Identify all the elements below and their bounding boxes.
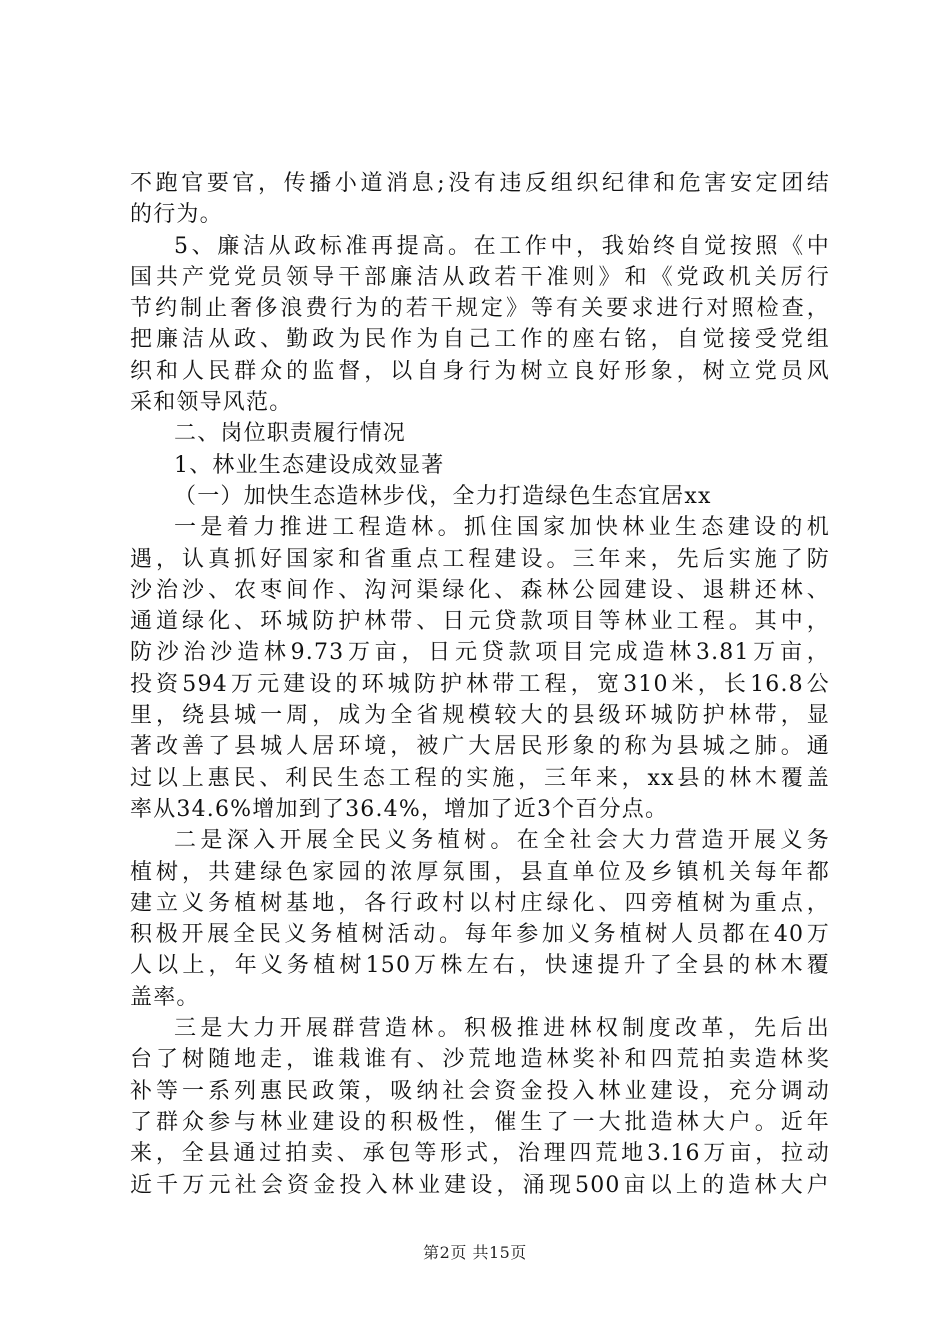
section-heading: 二、岗位职责履行情况	[174, 421, 407, 447]
text-line: 补等一系列惠民政策，吸纳社会资金投入林业建设，充分调动	[130, 1078, 830, 1104]
page-number-footer: 第2页 共15页	[423, 1243, 527, 1262]
text-line: 节约制止奢侈浪费行为的若干规定》等有关要求进行对照检查，	[130, 296, 830, 322]
text-line: 织和人民群众的监督，以自身行为树立良好形象，树立党员风	[130, 358, 830, 384]
text-line: 台了树随地走，谁栽谁有、沙荒地造林奖补和四荒拍卖造林奖	[130, 1047, 830, 1073]
text-line: 来，全县通过拍卖、承包等形式，治理四荒地3.16万亩，拉动	[130, 1141, 830, 1167]
text-line: 投资594万元建设的环城防护林带工程，宽310米，长16.8公	[130, 671, 830, 697]
text-line: 遇，认真抓好国家和省重点工程建设。三年来，先后实施了防	[130, 546, 830, 572]
text-line: 积极开展全民义务植树活动。每年参加义务植树人员都在40万	[130, 922, 830, 948]
text-line: 近千万元社会资金投入林业建设，涌现500亩以上的造林大户	[130, 1172, 830, 1198]
document-body	[130, 168, 830, 1201]
text-line: 里，绕县城一周，成为全省规模较大的县级环城防护林带，显	[130, 703, 830, 729]
subsection-heading: 1、林业生态建设成效显著	[174, 452, 445, 478]
text-line: 植树，共建绿色家园的浓厚氛围，县直单位及乡镇机关每年都	[130, 859, 830, 885]
text-line: 建立义务植树基地，各行政村以村庄绿化、四旁植树为重点，	[130, 890, 830, 916]
text-line: 过以上惠民、利民生态工程的实施，三年来，xx县的林木覆盖	[130, 765, 830, 791]
text-line: 的行为。	[130, 202, 223, 228]
subsection-heading: （一）加快生态造林步伐，全力打造绿色生态宜居xx	[174, 483, 712, 509]
text-line: 把廉洁从政、勤政为民作为自己工作的座右铭，自觉接受党组	[130, 327, 830, 353]
text-line: 5、廉洁从政标准再提高。在工作中，我始终自觉按照《中	[174, 233, 830, 259]
text-line: 国共产党党员领导干部廉洁从政若干准则》和《党政机关厉行	[130, 264, 830, 290]
text-line: 采和领导风范。	[130, 390, 293, 416]
text-line: 盖率。	[130, 984, 200, 1010]
text-line: 著改善了县城人居环境，被广大居民形象的称为县城之肺。通	[130, 734, 830, 760]
text-line: 防沙治沙造林9.73万亩，日元贷款项目完成造林3.81万亩，	[130, 640, 830, 666]
text-line: 通道绿化、环城防护林带、日元贷款项目等林业工程。其中，	[130, 609, 830, 635]
text-line: 率从34.6%增加到了36.4%，增加了近3个百分点。	[130, 796, 669, 822]
text-line: 不跑官要官，传播小道消息;没有违反组织纪律和危害安定团结	[130, 171, 830, 196]
text-line: 二是深入开展全民义务植树。在全社会大力营造开展义务	[174, 828, 830, 854]
text-line: 人以上，年义务植树150万株左右，快速提升了全县的林木覆	[130, 953, 830, 979]
text-line: 沙治沙、农枣间作、沟河渠绿化、森林公园建设、退耕还林、	[130, 577, 830, 603]
text-line: 了群众参与林业建设的积极性，催生了一大批造林大户。近年	[130, 1109, 830, 1135]
text-line: 一是着力推进工程造林。抓住国家加快林业生态建设的机	[174, 515, 830, 541]
text-line: 三是大力开展群营造林。积极推进林权制度改革，先后出	[174, 1016, 830, 1042]
